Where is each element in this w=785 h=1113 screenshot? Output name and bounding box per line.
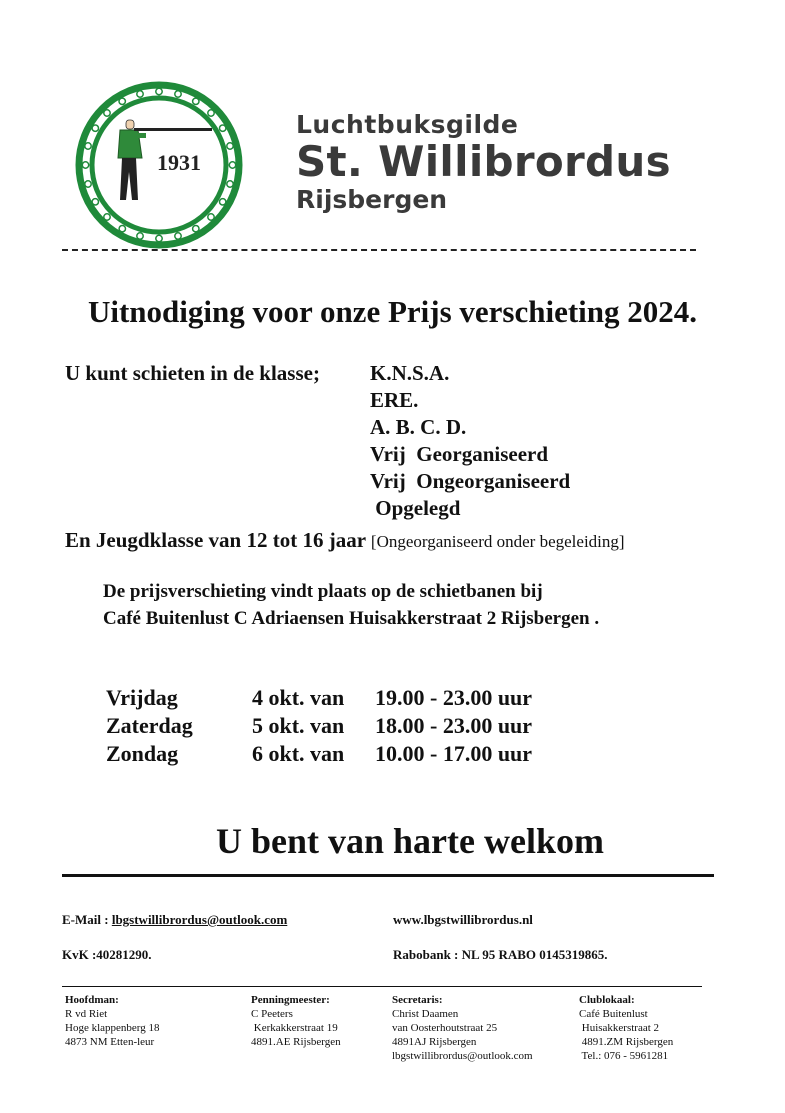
website-link[interactable]: www.lbgstwillibrordus.nl xyxy=(393,912,533,927)
logo-ring-dot xyxy=(175,233,181,239)
contact-line: 4891AJ Rijsbergen xyxy=(392,1036,477,1048)
logo-ring-dot xyxy=(85,181,91,187)
logo-ring-dot xyxy=(137,233,143,239)
youth-class xyxy=(65,527,625,555)
schedule-date: 6 okt. van xyxy=(252,741,345,766)
page-title: Uitnodiging voor onze Prijs verschieting 2024. xyxy=(87,294,698,329)
youth-class-text: En Jeugdklasse van 12 tot 16 jaar xyxy=(65,528,366,552)
contact-email[interactable]: lbgstwillibrordus@outlook.com xyxy=(392,1050,533,1062)
contact-line: Kerkakkerstraat 19 xyxy=(251,1022,338,1034)
contact-secretaris xyxy=(392,993,533,1063)
logo-ring-dot xyxy=(104,214,110,220)
contact-line: van Oosterhoutstraat 25 xyxy=(392,1022,498,1034)
org-name-line2: St. Willibrordus xyxy=(296,137,671,186)
contact-hoofdman xyxy=(65,993,160,1049)
contact-role: Secretaris: xyxy=(392,994,443,1006)
venue-line1: De prijsverschieting vindt plaats op de schietbanen bij xyxy=(103,581,543,602)
logo-ring-dot xyxy=(229,162,235,168)
contact-line: R vd Riet xyxy=(65,1008,108,1020)
schedule-date: 5 okt. van xyxy=(252,713,345,738)
logo-ring-dot xyxy=(208,110,214,116)
contact-line: 4891.ZM Rijsbergen xyxy=(579,1036,674,1048)
email-info xyxy=(62,912,287,928)
org-name-line1: Luchtbuksgilde xyxy=(296,110,519,139)
class-item: Vrij Ongeorganiseerd xyxy=(370,469,571,493)
contact-role: Clublokaal: xyxy=(579,994,635,1006)
footer-divider xyxy=(62,874,714,877)
class-item: A. B. C. D. xyxy=(370,415,467,439)
contact-clublokaal xyxy=(579,993,673,1063)
contact-line: Hoge klappenberg 18 xyxy=(65,1022,160,1034)
schedule-day: Zondag xyxy=(106,741,179,766)
org-name-line3: Rijsbergen xyxy=(296,185,448,214)
contact-line: 4891.AE Rijsbergen xyxy=(251,1036,341,1048)
email-label: E-Mail : xyxy=(62,912,112,927)
contact-role: Penningmeester: xyxy=(251,994,330,1006)
schedule-time: 19.00 - 23.00 uur xyxy=(375,685,533,710)
schedule-date: 4 okt. van xyxy=(252,685,345,710)
logo-ring-dot xyxy=(119,226,125,232)
contact-line: Huisakkerstraat 2 xyxy=(579,1022,660,1034)
classes-label: U kunt schieten in de klasse; xyxy=(65,361,320,385)
org-name xyxy=(296,112,671,212)
schedule-time: 18.00 - 23.00 uur xyxy=(375,713,533,738)
logo-ring-dot xyxy=(227,181,233,187)
logo-ring-dot xyxy=(137,91,143,97)
contact-penningmeester xyxy=(251,993,341,1049)
logo-ring-dot xyxy=(82,162,88,168)
contact-line: Tel.: 076 - 5961281 xyxy=(579,1050,669,1062)
class-item: Vrij Georganiseerd xyxy=(370,442,549,466)
header-divider xyxy=(62,249,696,251)
logo-ring-dot xyxy=(208,214,214,220)
schedule-day: Zaterdag xyxy=(106,713,193,738)
contact-role: Hoofdman: xyxy=(65,994,119,1006)
logo-ring-dot xyxy=(227,143,233,149)
logo-ring-dot xyxy=(156,88,162,94)
welcome-text: U bent van harte welkom xyxy=(216,821,604,861)
contact-line: C Peeters xyxy=(251,1008,293,1020)
club-logo xyxy=(74,80,244,250)
schedule-time: 10.00 - 17.00 uur xyxy=(375,741,533,766)
logo-ring-dot xyxy=(156,235,162,241)
logo-ring-dot xyxy=(220,125,226,131)
logo-ring-dot xyxy=(92,199,98,205)
logo-ring-dot xyxy=(92,125,98,131)
logo-ring-dot xyxy=(220,199,226,205)
class-list xyxy=(370,360,570,522)
youth-class-note: [Ongeorganiseerd onder begeleiding] xyxy=(370,532,625,551)
venue-line2: Café Buitenlust C Adriaensen Huisakkerstraat 2 Rijsbergen . xyxy=(103,608,600,629)
email-link[interactable]: lbgstwillibrordus@outlook.com xyxy=(111,912,288,927)
contact-line: 4873 NM Etten-leur xyxy=(65,1036,155,1048)
logo-ring-dot xyxy=(85,143,91,149)
class-item: ERE. xyxy=(370,388,419,412)
contact-line: Christ Daamen xyxy=(392,1008,459,1020)
kvk-number: KvK :40281290. xyxy=(62,947,152,962)
class-item: Opgelegd xyxy=(370,496,461,520)
logo-ring-dot xyxy=(175,91,181,97)
logo-ring-dot xyxy=(119,98,125,104)
logo-ring-dot xyxy=(104,110,110,116)
venue-info xyxy=(103,578,599,632)
logo-ring-dot xyxy=(193,98,199,104)
schedule-day: Vrijdag xyxy=(106,685,178,710)
class-item: K.N.S.A. xyxy=(370,361,450,385)
contacts-divider xyxy=(62,986,702,987)
bank-account: Rabobank : NL 95 RABO 0145319865. xyxy=(393,947,608,962)
logo-year: 1931 xyxy=(157,150,201,175)
contact-line: Café Buitenlust xyxy=(579,1008,648,1020)
logo-ring-dot xyxy=(193,226,199,232)
